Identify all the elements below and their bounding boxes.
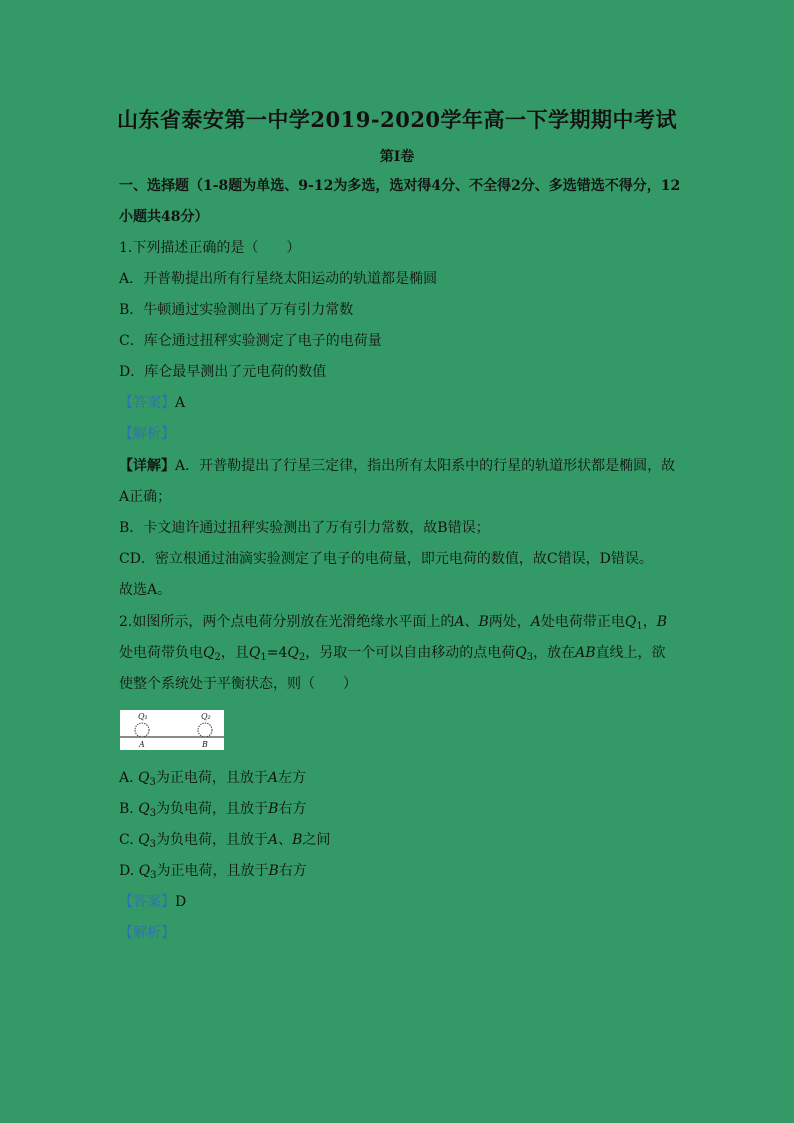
q2-stem-line-1: 2.如图所示，两个点电荷分别放在光滑绝缘水平面上的A、B两处，A处电荷带正电$Q_1$，B xyxy=(119,614,668,632)
charge-q1-circle xyxy=(135,723,149,737)
q1-detail-line-4: CD．密立根通过油滴实验测定了电子的电荷量，即元电荷的数值，故C错误，D错误。 xyxy=(119,551,653,567)
q2-answer xyxy=(119,892,679,912)
q1-detail-line-2: A正确； xyxy=(119,489,172,505)
label-q1: Q₁ xyxy=(138,712,148,721)
charge-q2-circle xyxy=(198,723,212,737)
q2-option-b: B. $Q_3$为负电荷，且放于B右方 xyxy=(119,801,307,819)
charges-diagram xyxy=(120,710,224,750)
answer-tag: 【答案】 xyxy=(119,395,175,411)
q1-option-b: B．牛顿通过实验测出了万有引力常数 xyxy=(119,302,354,318)
section-subtitle: 第I卷 xyxy=(379,149,415,165)
q2-stem-line-2: 处电荷带负电$Q_2$，且$Q_1=4Q_2$，另取一个可以自由移动的点电荷$Q_3$，放在AB直线上，欲 xyxy=(119,645,666,663)
q2-stem-line-3: 使整个系统处于平衡状态，则（ ） xyxy=(119,676,357,692)
q1-detail-line-5: 故选A。 xyxy=(119,582,172,598)
q2-option-a: A. $Q_3$为正电荷，且放于A左方 xyxy=(119,770,306,788)
q1-stem: 1.下列描述正确的是（ ） xyxy=(119,240,301,256)
q1-option-a: A．开普勒提出所有行星绕太阳运动的轨道都是椭圆 xyxy=(119,271,438,287)
charges-figure xyxy=(120,710,224,750)
section-heading-line-1: 一、选择题（1-8题为单选、9-12为多选，选对得4分、不全得2分、多选错选不得分，12 xyxy=(119,178,681,194)
q2-analysis-tag: 【解析】 xyxy=(119,925,175,941)
label-b: B xyxy=(202,740,208,749)
page-title: 山东省泰安第一中学2019-2020学年高一下学期期中考试 xyxy=(116,107,678,132)
q1-detail-line-1 xyxy=(119,456,679,476)
detail-tag: 【详解】 xyxy=(119,458,175,474)
label-q2: Q₂ xyxy=(201,712,211,721)
section-heading-line-2: 小题共48分） xyxy=(119,209,209,225)
label-a: A xyxy=(139,740,145,749)
q1-option-c: C．库仑通过扭秤实验测定了电子的电荷量 xyxy=(119,333,382,349)
q1-analysis-tag: 【解析】 xyxy=(119,426,175,442)
detail-text: A．开普勒提出了行星三定律，指出所有太阳系中的行星的轨道形状都是椭圆，故 xyxy=(175,458,676,474)
q2-option-d: D. $Q_3$为正电荷，且放于B右方 xyxy=(119,863,307,881)
answer-value: A xyxy=(175,395,186,411)
q1-detail-line-3: B．卡文迪许通过扭秤实验测出了万有引力常数，故B错误； xyxy=(119,520,490,536)
answer-tag: 【答案】 xyxy=(119,894,175,910)
q2-option-c: C. $Q_3$为负电荷，且放于A、B之间 xyxy=(119,832,331,850)
q1-option-d: D．库仑最早测出了元电荷的数值 xyxy=(119,364,327,380)
answer-value: D xyxy=(175,894,187,910)
q1-answer xyxy=(119,393,679,413)
